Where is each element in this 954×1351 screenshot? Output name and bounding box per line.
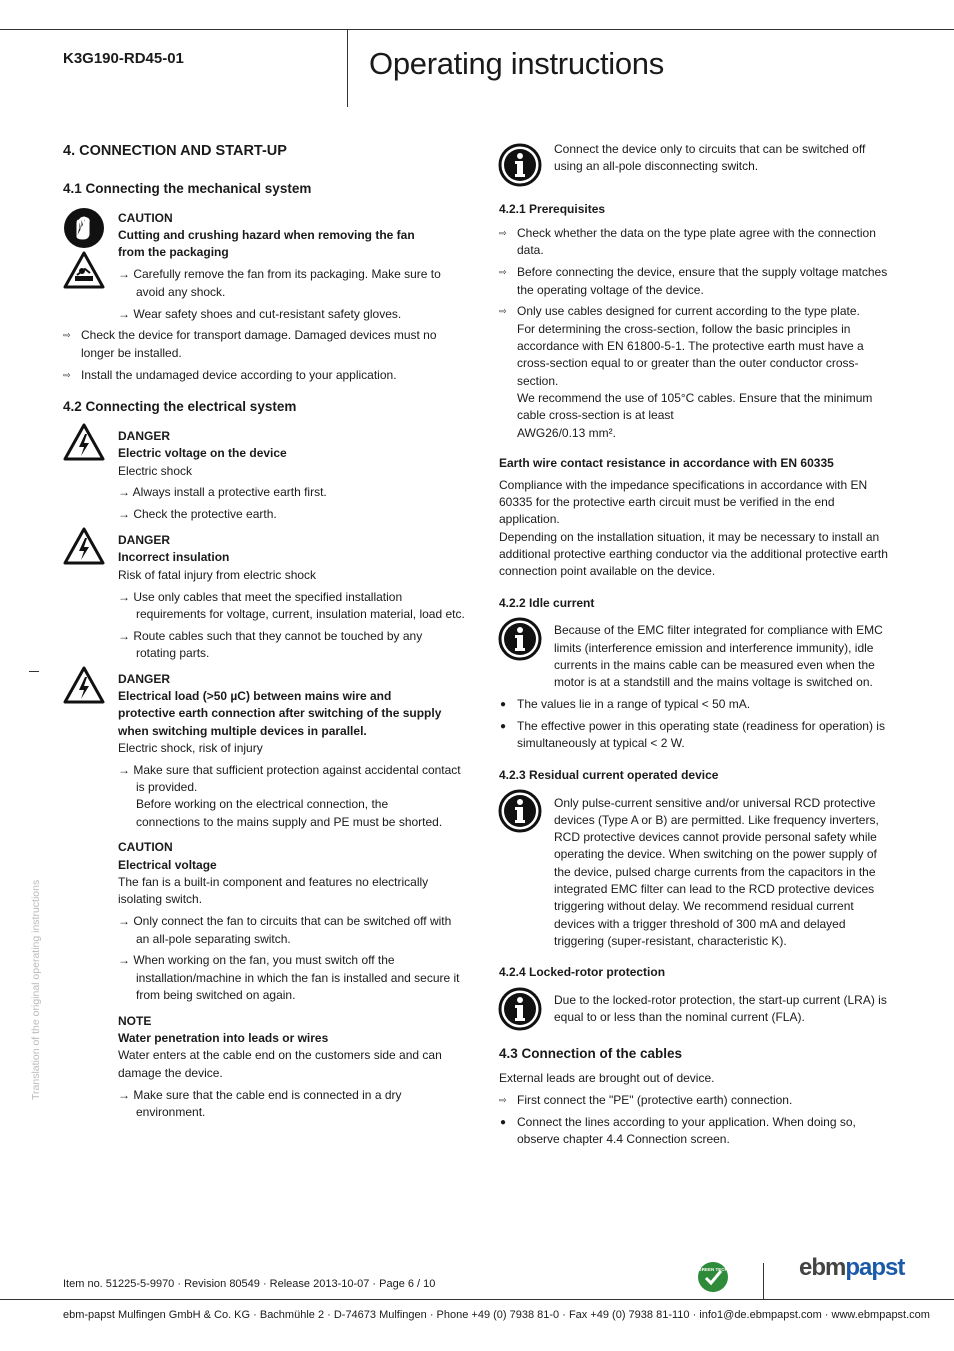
subsection-heading-4-2-1: 4.2.1 Prerequisites [499,202,606,216]
crush-hazard-icon [63,251,105,294]
electric-hazard-icon [63,666,105,709]
info-text: limits (interference emission and interference immunity), idle [554,641,874,655]
danger-text: Risk of fatal injury from electric shock [118,568,317,582]
list-item: Check whether the data on the type plate agree with the connection [517,226,876,240]
subsection-heading-4-3: 4.3 Connection of the cables [499,1046,683,1061]
danger-label: DANGER [118,672,171,686]
caution-title: Electrical voltage [118,858,217,872]
bullet-arrow-icon: ⇨ [499,306,507,316]
bullet-arrow-icon: ⇨ [63,370,71,380]
list-item: The effective power in this operating state (readiness for operation) is [517,719,885,733]
earth-wire-heading: Earth wire contact resistance in accordance with EN 60335 [499,456,834,470]
subsection-heading-4-1: 4.1 Connecting the mechanical system [63,181,312,196]
caution-text: The fan is a built-in component and features no electrically [118,875,429,889]
company-info: ebm-papst Mulfingen GmbH & Co. KG · Bachmühle 2 · D-74673 Mulfingen · Phone +49 (0) 7938 81-0 · Fax +49 (0) 7938 81-110 · info1@de.ebmpapst.com · www.ebmpapst.com [63,1309,930,1321]
instruction: an all-pole separating switch. [136,932,291,946]
model-number: K3G190-RD45-01 [63,50,184,67]
danger-title: when switching multiple devices in parallel. [118,724,367,738]
green-tech-badge [697,1261,729,1298]
info-icon [498,617,542,666]
paragraph: 60335 for the protective earth circuit must be verified in the end [499,495,835,509]
bullet-dot-icon: ● [500,721,507,732]
electric-hazard-icon [63,527,105,570]
list-item: accordance with EN 61800-5-1. The protective earth must have a [517,339,864,353]
danger-text: Electric shock [118,464,193,478]
info-text: operating the device. When switching on the power supply of [554,847,877,861]
list-item: Check the device for transport damage. Damaged devices must no [81,328,437,342]
info-text: Because of the EMC filter integrated for compliance with EMC [554,623,883,637]
caution-text: isolating switch. [118,892,203,906]
bullet-arrow-icon: ⇨ [499,267,507,277]
info-text: triggering (super-resistant, characteristic K). [554,934,787,948]
list-item: For determining the cross-section, follow the basic principles in [517,322,851,336]
paragraph: Compliance with the impedance specifications in accordance with EN [499,478,868,492]
info-text: the device, pulsed charge currents from the capacitors in the [554,865,876,879]
note-text: Water enters at the cable end on the customers side and can [118,1048,442,1062]
note-label: NOTE [118,1014,152,1028]
bullet-arrow-icon: ⇨ [63,330,71,340]
info-icon [498,143,542,192]
bullet-arrow-icon: ⇨ [499,228,507,238]
note-text: damage the device. [118,1066,223,1080]
info-text: triggering without delay. We recommend residual current [554,899,854,913]
info-text: equal to or less than the nominal current (FLA). [554,1010,805,1024]
gloves-icon [63,207,105,254]
paragraph: connection point available on the device. [499,564,716,578]
subsection-heading-4-2-2: 4.2.2 Idle current [499,596,595,610]
instruction: environment. [136,1105,206,1119]
danger-title: Electrical load (>50 µC) between mains wire and [118,689,392,703]
instruction: → When working on the fan, you must switch off the [118,953,395,967]
paragraph: application. [499,512,560,526]
list-item: We recommend the use of 105°C cables. Ensure that the minimum [517,391,873,405]
list-item: simultaneously at typical < 2 W. [517,736,685,750]
list-item: data. [517,243,544,257]
instruction: Before working on the electrical connection, the [136,797,389,811]
info-text: Connect the device only to circuits that can be switched off [554,142,866,156]
subsection-heading-4-2-4: 4.2.4 Locked-rotor protection [499,965,666,979]
margin-mark [29,671,39,672]
list-item: The values lie in a range of typical < 50 mA. [517,697,751,711]
instruction: → Route cables such that they cannot be touched by any [118,629,423,643]
caution-title: Cutting and crushing hazard when removing the fan [118,228,415,242]
list-item: the operating voltage of the device. [517,283,704,297]
instruction: requirements for voltage, current, insulation material, load etc. [136,607,465,621]
info-text: Only pulse-current sensitive and/or universal RCD protective [554,796,876,810]
paragraph: Depending on the installation situation, it may be necessary to install an [499,530,880,544]
paragraph: additional protective earthing conductor via the additional protective earth [499,547,888,561]
instruction: → Wear safety shoes and cut-resistant safety gloves. [118,307,402,321]
instruction: connections to the mains supply and PE must be shorted. [136,815,443,829]
bullet-dot-icon: ● [500,1117,507,1128]
subsection-heading-4-2-3: 4.2.3 Residual current operated device [499,768,719,782]
list-item: Connect the lines according to your application. When doing so, [517,1115,856,1129]
list-item: longer be installed. [81,346,182,360]
header-divider [347,29,348,107]
brand-logo: ebmpapst [799,1254,905,1281]
danger-title: Electric voltage on the device [118,446,287,460]
caution-title: from the packaging [118,245,229,259]
note-title: Water penetration into leads or wires [118,1031,329,1045]
danger-label: DANGER [118,533,171,547]
info-text: Due to the locked-rotor protection, the start-up current (LRA) is [554,993,887,1007]
list-item: section. [517,374,559,388]
list-item: cross-section equal to or greater than the outer conductor cross- [517,356,859,370]
instruction: → Make sure that the cable end is connected in a dry [118,1088,402,1102]
list-item: cable cross-section is at least [517,408,674,422]
svg-text:GREEN TECH: GREEN TECH [698,1267,728,1272]
info-icon [498,789,542,838]
footer-divider [763,1263,764,1299]
paragraph: External leads are brought out of device. [499,1071,715,1085]
info-text: motor is at a standstill and the mains voltage is switched on. [554,675,873,689]
instruction: → Check the protective earth. [118,507,277,521]
danger-label: DANGER [118,429,171,443]
list-item: observe chapter 4.4 Connection screen. [517,1132,730,1146]
page-title: Operating instructions [369,46,664,81]
info-text: devices (Type A or B) are permitted. Like frequency inverters, [554,813,879,827]
info-text: integrated EMC filter can lead to the RCD protective devices [554,882,875,896]
info-icon [498,987,542,1036]
side-note: Translation of the original operating instructions [30,879,42,1100]
bullet-arrow-icon: ⇨ [499,1095,507,1105]
instruction: → Only connect the fan to circuits that can be switched off with [118,914,452,928]
instruction: → Carefully remove the fan from its packaging. Make sure to [118,267,441,281]
instruction: → Always install a protective earth first. [118,485,327,499]
instruction: installation/machine in which the fan is installed and secure it [136,971,460,985]
list-item: First connect the "PE" (protective earth) connection. [517,1093,793,1107]
footer-rule [0,1299,954,1300]
instruction: avoid any shock. [136,285,226,299]
bullet-dot-icon: ● [500,699,507,710]
danger-text: Electric shock, risk of injury [118,741,263,755]
info-text: devices with a trigger threshold of 300 mA and delayed [554,917,846,931]
instruction: is provided. [136,780,198,794]
caution-label: CAUTION [118,840,173,854]
header-top-rule [0,29,954,30]
list-item: Install the undamaged device according to your application. [81,368,397,382]
instruction: → Make sure that sufficient protection against accidental contact [118,763,461,777]
danger-title: protective earth connection after switching of the supply [118,706,442,720]
instruction: from being switched on again. [136,988,296,1002]
list-item: Only use cables designed for current according to the type plate. [517,304,860,318]
instruction: → Use only cables that meet the specified installation [118,590,403,604]
info-text: currents in the mains cable can be measured even when the [554,658,875,672]
caution-label: CAUTION [118,211,173,225]
instruction: rotating parts. [136,646,210,660]
electric-hazard-icon [63,423,105,466]
item-info: Item no. 51225-5-9970 · Revision 80549 · Release 2013-10-07 · Page 6 / 10 [63,1278,436,1290]
danger-title: Incorrect insulation [118,550,230,564]
list-item: AWG26/0.13 mm². [517,426,616,440]
subsection-heading-4-2: 4.2 Connecting the electrical system [63,399,297,414]
info-text: using an all-pole disconnecting switch. [554,159,759,173]
list-item: Before connecting the device, ensure that the supply voltage matches [517,265,888,279]
section-heading: 4. CONNECTION AND START-UP [63,143,287,159]
info-text: RCD protective devices cannot provide personal safety while [554,830,877,844]
